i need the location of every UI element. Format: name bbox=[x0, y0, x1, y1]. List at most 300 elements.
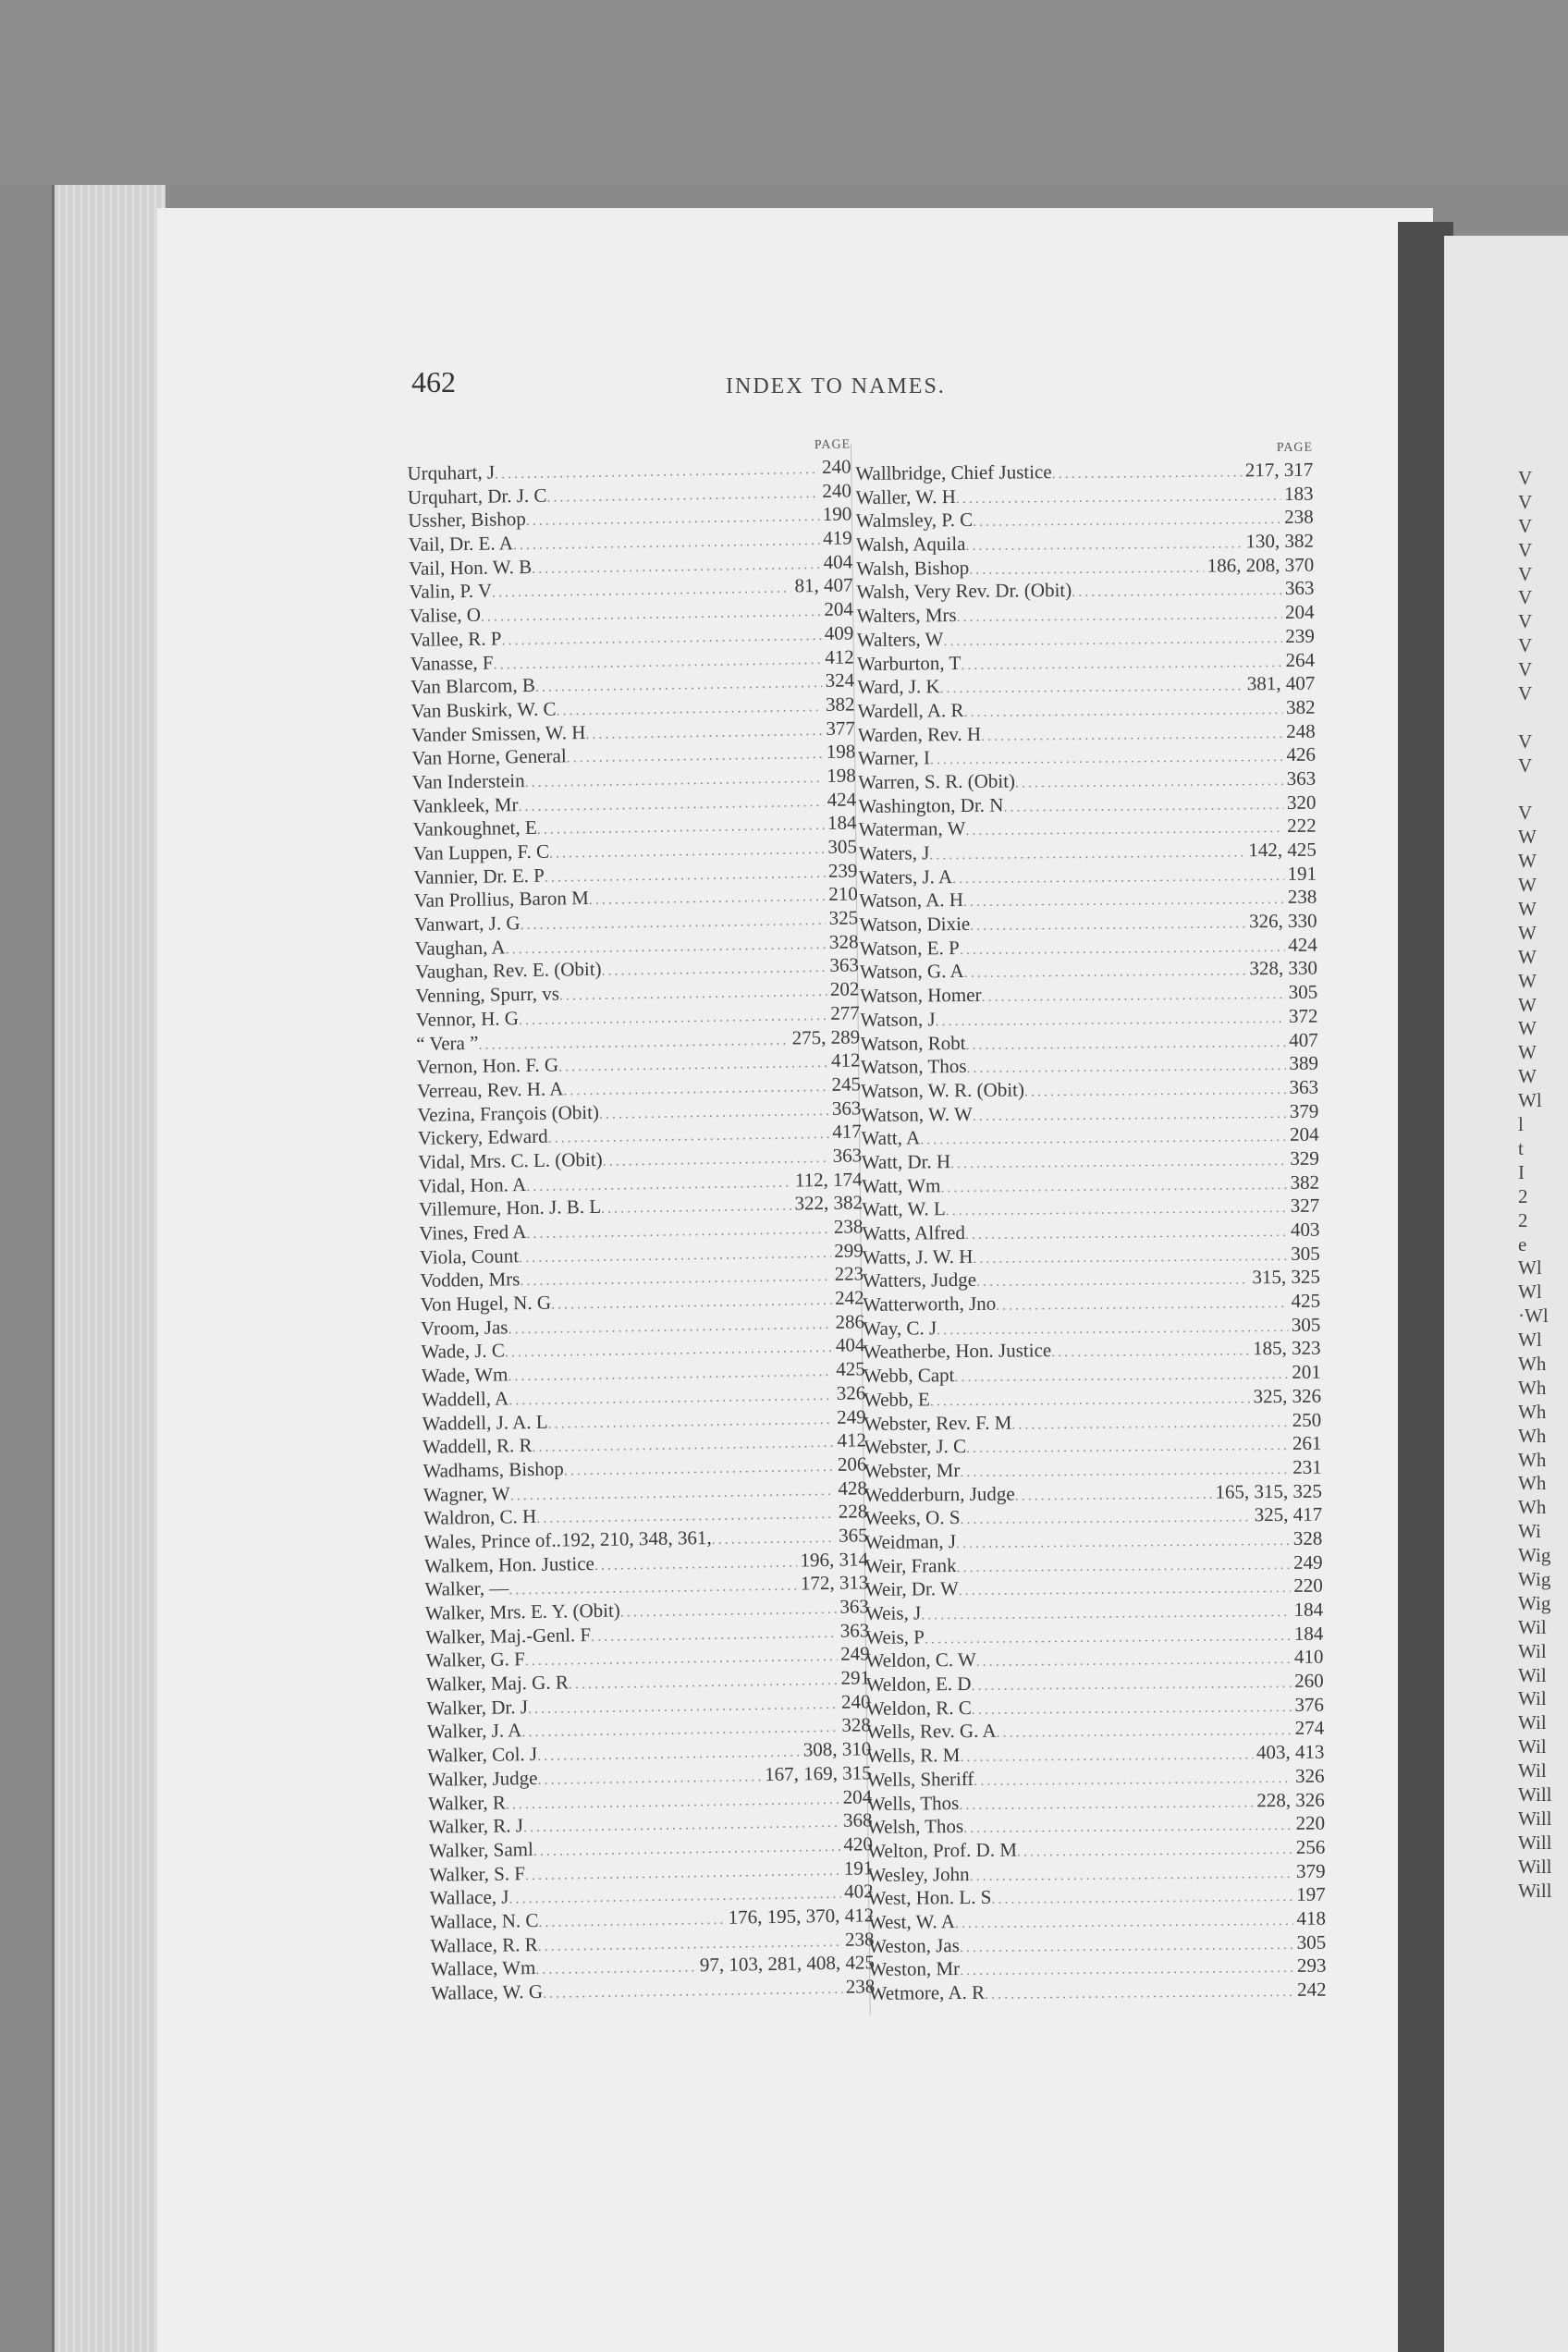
index-entry bbox=[865, 1574, 1323, 1602]
entry-pages: 291 bbox=[840, 1666, 871, 1689]
dot-leader bbox=[930, 745, 1283, 771]
entry-name: Weston, Jas bbox=[868, 1933, 960, 1957]
entry-name: Valin, P. V bbox=[409, 580, 493, 604]
entry-name: Welton, Prof. D. M bbox=[867, 1838, 1018, 1862]
entry-pages: 328 bbox=[1292, 1526, 1323, 1550]
entry-name: Wales, Prince of..192, 210, 348, 361, bbox=[423, 1525, 712, 1553]
index-entry bbox=[862, 1170, 1319, 1198]
entry-name: Ussher, Bishop bbox=[408, 508, 527, 533]
entry-pages: 324 bbox=[825, 668, 855, 692]
entry-pages: 322, 382 bbox=[794, 1191, 864, 1215]
fragment-text: Wil bbox=[1518, 1663, 1547, 1686]
dot-leader bbox=[965, 1220, 1287, 1246]
entry-pages: 328, 330 bbox=[1249, 957, 1318, 980]
dot-leader bbox=[960, 1956, 1293, 1982]
dot-leader bbox=[960, 1506, 1250, 1531]
book-page-edges bbox=[52, 185, 165, 2352]
entry-name: Vail, Dr. E. A bbox=[408, 532, 514, 557]
entry-pages: 363 bbox=[1289, 1075, 1319, 1098]
entry-name: Watson, G. A bbox=[859, 960, 964, 984]
entry-name: Walker, G. F bbox=[425, 1648, 526, 1672]
entry-pages: 217, 317 bbox=[1244, 458, 1314, 482]
entry-pages: 204 bbox=[824, 597, 854, 621]
entry-name: Weeks, O. S bbox=[864, 1506, 961, 1530]
entry-pages: 220 bbox=[1293, 1574, 1323, 1598]
entry-name: Watt, Wm bbox=[861, 1173, 941, 1197]
fragment-text: Wil bbox=[1518, 1639, 1547, 1662]
index-entry bbox=[865, 1550, 1323, 1578]
entry-pages: 165, 315, 325 bbox=[1215, 1479, 1323, 1503]
entry-pages: 239 bbox=[827, 859, 858, 882]
entry-pages: 403, 413 bbox=[1256, 1740, 1325, 1764]
dot-leader bbox=[970, 912, 1245, 937]
entry-pages: 220 bbox=[1295, 1811, 1326, 1835]
entry-pages: 184 bbox=[1293, 1598, 1324, 1621]
dot-leader bbox=[961, 650, 1281, 676]
entry-name: Wallbridge, Chief Justice bbox=[855, 460, 1052, 484]
entry-pages: 404 bbox=[835, 1333, 865, 1357]
entry-name: Walker, — bbox=[424, 1576, 509, 1601]
fragment-text: 2 bbox=[1518, 1184, 1528, 1207]
entry-name: Vines, Fred A bbox=[419, 1220, 527, 1244]
entry-pages: 167, 169, 315 bbox=[764, 1761, 872, 1785]
entry-name: Wade, J. C bbox=[421, 1339, 506, 1364]
fragment-text: Wil bbox=[1518, 1711, 1547, 1734]
entry-name: Wallace, W. G bbox=[431, 1979, 544, 2004]
entry-name: Watson, Dixie bbox=[859, 912, 971, 937]
entry-name: Wade, Wm bbox=[421, 1363, 508, 1387]
fragment-text: Wi bbox=[1518, 1520, 1541, 1543]
entry-name: Webster, Rev. F. M bbox=[864, 1411, 1012, 1435]
entry-name: Welsh, Thos bbox=[866, 1815, 964, 1839]
dot-leader bbox=[1015, 769, 1283, 795]
fragment-text: V bbox=[1518, 467, 1533, 489]
entry-name: Vidal, Hon. A bbox=[418, 1172, 527, 1197]
entry-pages: 204 bbox=[1285, 600, 1315, 624]
index-entry bbox=[855, 459, 1313, 486]
entry-name: Vanasse, F bbox=[410, 651, 494, 675]
entry-name: Weldon, E. D bbox=[865, 1672, 972, 1697]
entry-pages: 222 bbox=[1287, 814, 1317, 838]
entry-name: Walmsley, P. C bbox=[855, 508, 974, 533]
entry-pages: 412 bbox=[830, 1048, 861, 1072]
index-entry bbox=[857, 601, 1315, 629]
entry-name: Watters, Judge bbox=[862, 1268, 977, 1292]
fragment-text: Wl bbox=[1518, 1280, 1542, 1304]
dot-leader bbox=[1051, 1340, 1249, 1365]
dot-leader bbox=[956, 1529, 1290, 1555]
dot-leader bbox=[974, 1767, 1292, 1793]
index-entry bbox=[866, 1741, 1324, 1769]
entry-pages: 264 bbox=[1285, 648, 1316, 671]
entry-pages: 238 bbox=[1287, 886, 1317, 909]
entry-pages: 424 bbox=[1288, 933, 1317, 956]
fragment-text: 2 bbox=[1518, 1208, 1528, 1231]
entry-name: Vroom, Jas bbox=[420, 1316, 508, 1340]
fragment-text: Wig bbox=[1518, 1567, 1551, 1590]
entry-name: Wells, R. M bbox=[866, 1744, 961, 1768]
entry-name: West, W. A bbox=[867, 1910, 956, 1933]
entry-name: Vezina, François (Obit) bbox=[417, 1100, 600, 1126]
index-entry bbox=[856, 553, 1314, 581]
dot-leader bbox=[954, 1363, 1288, 1389]
entry-name: Walker, Maj. G. R bbox=[425, 1671, 570, 1696]
entry-pages: 305 bbox=[1296, 1930, 1327, 1954]
entry-name: Vodden, Mrs bbox=[420, 1268, 521, 1292]
entry-pages: 376 bbox=[1294, 1693, 1325, 1716]
index-entry bbox=[862, 1147, 1319, 1175]
entry-pages: 185, 323 bbox=[1252, 1337, 1321, 1360]
fragment-text: V bbox=[1518, 682, 1533, 705]
entry-name: Watts, J. W. H bbox=[862, 1244, 974, 1268]
entry-pages: 190 bbox=[822, 502, 852, 526]
entry-name: Urquhart, Dr. J. C bbox=[407, 484, 547, 508]
entry-pages: 363 bbox=[1286, 766, 1317, 790]
entry-pages: 425 bbox=[836, 1357, 865, 1380]
dot-leader bbox=[937, 1316, 1288, 1341]
entry-pages: 238 bbox=[845, 1975, 876, 1998]
entry-name: Walkem, Hon. Justice bbox=[423, 1551, 595, 1577]
index-entry bbox=[864, 1527, 1322, 1555]
index-entry bbox=[867, 1812, 1325, 1840]
entry-name: Warburton, T bbox=[856, 651, 962, 675]
fragment-text bbox=[1518, 706, 1568, 730]
entry-name: Walker, Dr. J bbox=[426, 1695, 529, 1720]
index-entry bbox=[857, 624, 1315, 652]
entry-name: Van Inderstein bbox=[411, 768, 525, 793]
index-entry bbox=[859, 862, 1317, 889]
index-entry bbox=[858, 719, 1316, 747]
entry-name: Waters, J bbox=[858, 841, 930, 864]
entry-pages: 197 bbox=[1296, 1882, 1326, 1906]
index-entry bbox=[869, 1978, 1327, 2006]
entry-pages: 231 bbox=[1292, 1455, 1322, 1478]
dot-leader bbox=[920, 1125, 1286, 1151]
entry-name: Wallace, Wm bbox=[430, 1956, 536, 1981]
fragment-text: Wil bbox=[1518, 1615, 1547, 1638]
entry-name: Watson, W. R. (Obit) bbox=[861, 1078, 1025, 1102]
entry-name: Weir, Dr. W bbox=[864, 1577, 959, 1601]
fragment-text: W bbox=[1518, 921, 1537, 944]
entry-pages: 379 bbox=[1289, 1099, 1319, 1122]
page-column-label: PAGE bbox=[814, 437, 851, 453]
entry-name: Vallee, R. P bbox=[410, 627, 502, 651]
entry-pages: 417 bbox=[832, 1120, 862, 1144]
fragment-text: l bbox=[1518, 1113, 1524, 1136]
entry-pages: 363 bbox=[831, 1096, 862, 1120]
dot-leader bbox=[970, 1861, 1293, 1887]
entry-pages: 308, 310 bbox=[802, 1737, 872, 1761]
entry-name: Van Blarcom, B bbox=[410, 674, 536, 699]
entry-name: Walker, J. A bbox=[426, 1719, 522, 1744]
fragment-text: V bbox=[1518, 753, 1533, 777]
fragment-text: Wig bbox=[1518, 1544, 1551, 1567]
index-entry bbox=[861, 1052, 1318, 1080]
fragment-text: V bbox=[1518, 586, 1533, 609]
fragment-text: Will bbox=[1518, 1831, 1552, 1854]
fragment-text: Wh bbox=[1518, 1400, 1547, 1423]
entry-name: Von Hugel, N. G bbox=[420, 1291, 552, 1316]
entry-pages: 404 bbox=[823, 550, 853, 573]
fragment-text: Wh bbox=[1518, 1376, 1547, 1399]
entry-pages: 249 bbox=[836, 1404, 866, 1428]
entry-pages: 363 bbox=[832, 1144, 863, 1167]
entry-name: Walker, Col. J bbox=[427, 1743, 538, 1767]
entry-pages: 202 bbox=[829, 977, 860, 1001]
entry-name: Waters, J. A bbox=[859, 864, 953, 888]
index-entry bbox=[857, 696, 1315, 724]
entry-name: “ Vera ” bbox=[416, 1031, 479, 1055]
entry-name: Weis, J bbox=[864, 1601, 922, 1624]
dot-leader bbox=[1015, 1482, 1212, 1507]
entry-pages: 315, 325 bbox=[1252, 1266, 1321, 1289]
entry-pages: 412 bbox=[825, 644, 854, 668]
entry-pages: 248 bbox=[1286, 719, 1316, 742]
entry-pages: 402 bbox=[843, 1880, 874, 1904]
entry-pages: 305 bbox=[1291, 1313, 1321, 1336]
entry-name: Way, C. J bbox=[863, 1317, 937, 1340]
entry-name: Weir, Frank bbox=[864, 1553, 957, 1577]
index-entry bbox=[858, 790, 1316, 818]
index-entry bbox=[861, 1076, 1318, 1104]
fragment-text: Wh bbox=[1518, 1496, 1547, 1519]
fragment-text: t bbox=[1518, 1136, 1524, 1159]
entry-name: Vannier, Dr. E. P bbox=[413, 864, 545, 888]
fragment-text: Will bbox=[1518, 1855, 1552, 1878]
index-entry bbox=[862, 1219, 1319, 1246]
entry-pages: 242 bbox=[1297, 1978, 1327, 2001]
entry-pages: 198 bbox=[827, 764, 856, 787]
entry-pages: 261 bbox=[1292, 1431, 1322, 1455]
entry-pages: 410 bbox=[1293, 1646, 1324, 1669]
dot-leader bbox=[1003, 793, 1283, 819]
entry-name: Walker, S. F bbox=[429, 1861, 526, 1886]
index-entry bbox=[859, 910, 1317, 937]
entry-pages: 206 bbox=[837, 1452, 867, 1476]
entry-name: Vickery, Edward bbox=[417, 1124, 548, 1150]
entry-pages: 305 bbox=[1291, 1242, 1320, 1265]
entry-name: Vanwart, J. G bbox=[414, 912, 521, 936]
fragment-text: W bbox=[1518, 1017, 1537, 1040]
dot-leader bbox=[956, 1553, 1290, 1579]
entry-pages: 418 bbox=[1296, 1906, 1327, 1929]
dot-leader bbox=[991, 1885, 1292, 1911]
dot-leader bbox=[959, 1576, 1291, 1602]
entry-pages: 130, 382 bbox=[1245, 529, 1315, 553]
dot-leader bbox=[921, 1600, 1291, 1626]
entry-pages: 363 bbox=[839, 1595, 870, 1618]
entry-pages: 238 bbox=[833, 1215, 864, 1238]
index-entry bbox=[855, 482, 1313, 509]
index-entry bbox=[864, 1432, 1321, 1460]
dot-leader bbox=[966, 1054, 1285, 1080]
entry-name: Weatherbe, Hon. Justice bbox=[863, 1339, 1052, 1364]
entry-pages: 204 bbox=[842, 1784, 873, 1808]
index-entry bbox=[857, 672, 1315, 700]
entry-pages: 377 bbox=[826, 716, 856, 740]
entry-name: Valise, O bbox=[409, 603, 482, 628]
index-entry bbox=[867, 1859, 1325, 1887]
entry-pages: 228, 326 bbox=[1256, 1788, 1325, 1811]
entry-pages: 365 bbox=[838, 1524, 868, 1547]
index-entry bbox=[868, 1907, 1326, 1935]
fragment-text: W bbox=[1518, 945, 1537, 968]
entry-name: Walker, R. J bbox=[428, 1814, 524, 1839]
entry-name: Vankoughnet, E bbox=[412, 816, 537, 841]
entry-pages: 250 bbox=[1292, 1408, 1322, 1431]
entry-pages: 210 bbox=[828, 882, 858, 906]
entry-pages: 419 bbox=[823, 526, 852, 550]
scan-background bbox=[0, 0, 1568, 185]
entry-name: Webb, E bbox=[863, 1388, 930, 1411]
entry-name: Warner, I bbox=[857, 746, 931, 770]
entry-name: Wagner, W bbox=[423, 1481, 510, 1506]
fragment-text: V bbox=[1518, 658, 1533, 681]
entry-pages: 240 bbox=[840, 1690, 871, 1713]
entry-name: Urquhart, J bbox=[407, 460, 496, 484]
entry-pages: 407 bbox=[1289, 1028, 1318, 1051]
fragment-text: W bbox=[1518, 1065, 1537, 1088]
index-column-right bbox=[855, 438, 1327, 2006]
entry-pages: 228 bbox=[838, 1500, 868, 1524]
dot-leader bbox=[965, 532, 1242, 557]
dot-leader bbox=[936, 1007, 1286, 1033]
entry-pages: 198 bbox=[826, 740, 856, 764]
dot-leader bbox=[950, 1149, 1286, 1175]
entry-name: Waddell, A bbox=[422, 1387, 509, 1411]
index-entry bbox=[868, 1883, 1326, 1911]
entry-name: Viola, Count bbox=[419, 1243, 520, 1268]
entry-name: Waller, W. H bbox=[855, 484, 956, 508]
entry-name: West, Hon. L. S bbox=[867, 1886, 992, 1910]
entry-name: Wesley, John bbox=[867, 1862, 970, 1886]
entry-name: Walker, Saml bbox=[428, 1837, 534, 1862]
dot-leader bbox=[976, 1648, 1291, 1673]
entry-name: Waddell, R. R bbox=[422, 1434, 533, 1459]
entry-name: Watts, Alfred bbox=[862, 1220, 966, 1244]
entry-pages: 186, 208, 370 bbox=[1207, 553, 1315, 577]
entry-pages: 305 bbox=[827, 835, 858, 858]
entry-pages: 368 bbox=[842, 1808, 873, 1831]
index-entry bbox=[858, 743, 1316, 771]
entry-name: Wells, Thos bbox=[866, 1791, 960, 1815]
entry-pages: 204 bbox=[1289, 1122, 1319, 1146]
dot-leader bbox=[1017, 1838, 1292, 1864]
fragment-text: Wil bbox=[1518, 1687, 1547, 1710]
entry-pages: 184 bbox=[1293, 1622, 1324, 1645]
fragment-text: V bbox=[1518, 490, 1533, 513]
index-entry bbox=[861, 1123, 1318, 1151]
fragment-text: I bbox=[1518, 1160, 1525, 1183]
fragment-text: e bbox=[1518, 1232, 1527, 1256]
index-entry bbox=[860, 957, 1317, 985]
fragment-text: Wl bbox=[1518, 1256, 1542, 1280]
dot-leader bbox=[956, 484, 1280, 510]
running-title: INDEX TO NAMES. bbox=[726, 374, 946, 398]
entry-pages: 240 bbox=[822, 479, 852, 502]
entry-name: Weis, P bbox=[865, 1625, 925, 1648]
entry-name: Watt, A bbox=[861, 1126, 921, 1150]
dot-leader bbox=[963, 1814, 1292, 1840]
entry-name: Verreau, Rev. H. A bbox=[416, 1077, 564, 1102]
entry-pages: 299 bbox=[834, 1239, 864, 1262]
fragment-text: V bbox=[1518, 610, 1533, 633]
fragment-text: Wil bbox=[1518, 1735, 1547, 1758]
index-entry bbox=[861, 1028, 1318, 1056]
dot-leader bbox=[985, 1980, 1293, 2006]
entry-name: Watson, Robt bbox=[860, 1031, 966, 1055]
entry-pages: 172, 313 bbox=[800, 1571, 869, 1595]
entry-pages: 425 bbox=[1291, 1289, 1321, 1312]
fragment-text: Wl bbox=[1518, 1089, 1542, 1112]
entry-name: Weidman, J bbox=[864, 1530, 957, 1553]
dot-leader bbox=[963, 888, 1284, 913]
dot-leader bbox=[973, 1102, 1286, 1128]
index-entry bbox=[863, 1266, 1320, 1293]
entry-name: Washington, Dr. N bbox=[858, 793, 1004, 817]
entry-name: Watson, A. H bbox=[859, 888, 964, 913]
entry-pages: 420 bbox=[843, 1832, 874, 1856]
dot-leader bbox=[1072, 579, 1281, 605]
fragment-text: W bbox=[1518, 850, 1537, 873]
entry-pages: 249 bbox=[1292, 1550, 1323, 1574]
dot-leader bbox=[957, 603, 1282, 629]
index-entry bbox=[863, 1290, 1320, 1317]
index-entry bbox=[865, 1646, 1323, 1673]
entry-name: Weston, Mr bbox=[868, 1957, 961, 1981]
index-entry bbox=[865, 1599, 1323, 1626]
entry-pages: 325, 326 bbox=[1253, 1384, 1322, 1408]
entry-pages: 191 bbox=[843, 1856, 874, 1880]
entry-name: Waddell, J. A. L bbox=[422, 1410, 548, 1435]
fragment-text: Wl bbox=[1518, 1329, 1542, 1352]
entry-pages: 256 bbox=[1295, 1835, 1326, 1858]
dot-leader bbox=[971, 1672, 1291, 1697]
entry-name: Watt, W. L bbox=[862, 1197, 946, 1221]
entry-pages: 382 bbox=[1290, 1170, 1320, 1194]
entry-name: Weldon, R. C bbox=[865, 1696, 972, 1720]
entry-pages: 274 bbox=[1294, 1717, 1325, 1740]
page-column-label: PAGE bbox=[1276, 440, 1314, 456]
entry-name: Walker, R bbox=[427, 1791, 507, 1815]
dot-leader bbox=[966, 1434, 1289, 1460]
index-entry bbox=[868, 1954, 1326, 1982]
entry-name: Wedderburn, Judge bbox=[864, 1482, 1015, 1506]
index-entry bbox=[862, 1194, 1319, 1222]
entry-pages: 240 bbox=[821, 455, 851, 478]
entry-name: Watson, W. W bbox=[861, 1102, 973, 1126]
entry-name: Vidal, Mrs. C. L. (Obit) bbox=[418, 1147, 603, 1173]
entry-pages: 196, 314 bbox=[800, 1547, 869, 1572]
entry-pages: 326 bbox=[1295, 1764, 1325, 1787]
entry-pages: 242 bbox=[834, 1286, 864, 1309]
dot-leader bbox=[981, 983, 1284, 1009]
entry-pages: 176, 195, 370, 412 bbox=[728, 1904, 875, 1929]
entry-pages: 191 bbox=[1287, 862, 1317, 885]
dot-leader bbox=[959, 1791, 1253, 1816]
dot-leader bbox=[955, 1909, 1293, 1935]
fragment-text: V bbox=[1518, 729, 1533, 753]
index-entry bbox=[866, 1693, 1324, 1721]
entry-name: Webster, J. C bbox=[864, 1435, 967, 1459]
index-entry bbox=[864, 1503, 1322, 1531]
entry-name: Watt, Dr. H bbox=[861, 1150, 951, 1173]
fragment-text: Wh bbox=[1518, 1424, 1547, 1447]
fragment-text: Will bbox=[1518, 1807, 1552, 1830]
dot-leader bbox=[964, 960, 1246, 985]
entry-pages: 201 bbox=[1292, 1360, 1321, 1384]
entry-pages: 372 bbox=[1288, 1004, 1318, 1027]
